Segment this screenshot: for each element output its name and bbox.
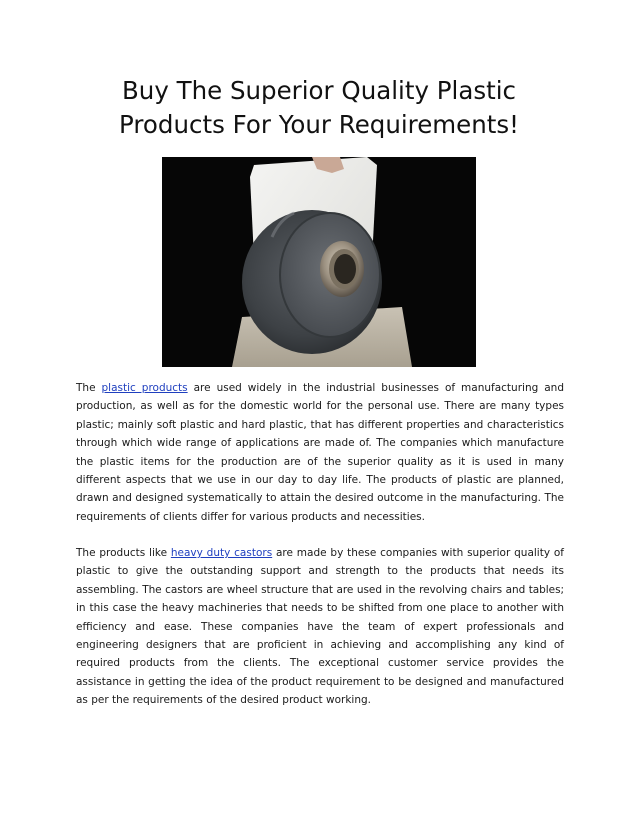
paragraph-1-line — [76, 379, 564, 397]
paragraph-2-line: as per the requirements of the desired product working. — [76, 694, 371, 707]
page-title — [60, 74, 578, 142]
paragraph-2-line: assembling. The castors are wheel structure that are used in the revolving chairs and tables; — [76, 583, 564, 596]
paragraph-2-line — [76, 544, 564, 562]
heavy-duty-castors-link[interactable]: heavy duty castors — [170, 547, 273, 559]
plastic-products-link[interactable]: plastic products — [101, 382, 188, 394]
paragraph-1-line: drawn and designed systematically to attain the desired outcome in the manufacturing. The — [76, 492, 564, 505]
paragraph-2 — [76, 544, 564, 710]
paragraph-1-line: different aspects that we use in our day to day life. The products of plastic are planned, — [76, 474, 564, 487]
paragraph-1-line: through which wide range of applications are made of. The companies which manufacture — [76, 437, 564, 450]
text-run: The — [76, 382, 102, 394]
paragraph-2-line: efficiency and ease. These companies have the team of expert professionals and — [76, 620, 564, 633]
paragraph-1-line: the plastic items for the production are of the superior quality as it is used in many — [76, 455, 564, 468]
paragraph-2-line: in this case the heavy machineries that needs to be shifted from one place to another with — [76, 602, 564, 615]
paragraph-2-line: plastic to give the outstanding support and strength to the products that needs its — [76, 565, 564, 578]
text-run: The products like — [76, 547, 171, 559]
paragraph-2-line: assistance in getting the idea of the product requirement to be designed and manufactured — [76, 675, 564, 688]
title-line-2: Products For Your Requirements! — [119, 110, 519, 139]
product-photo — [162, 157, 476, 367]
text-run: are used widely in the industrial businesses of manufacturing and — [187, 382, 564, 394]
paragraph-1 — [76, 379, 564, 526]
title-line-1: Buy The Superior Quality Plastic — [122, 76, 516, 105]
paragraph-2-line: engineering designers that are proficient in achieving and accomplishing any kind of — [76, 639, 564, 652]
paragraph-1-line: production, as well as for the domestic world for the personal use. There are many types — [76, 400, 564, 413]
paragraph-1-line: requirements of clients differ for various products and necessities. — [76, 510, 425, 523]
text-run: are made by these companies with superior quality of — [272, 547, 564, 559]
wheel-illustration — [162, 157, 476, 367]
paragraph-2-line: required products from the clients. The exceptional customer service provides the — [76, 657, 564, 670]
paragraph-1-line: plastic; mainly soft plastic and hard plastic, that has different properties and characteristics — [76, 418, 564, 431]
